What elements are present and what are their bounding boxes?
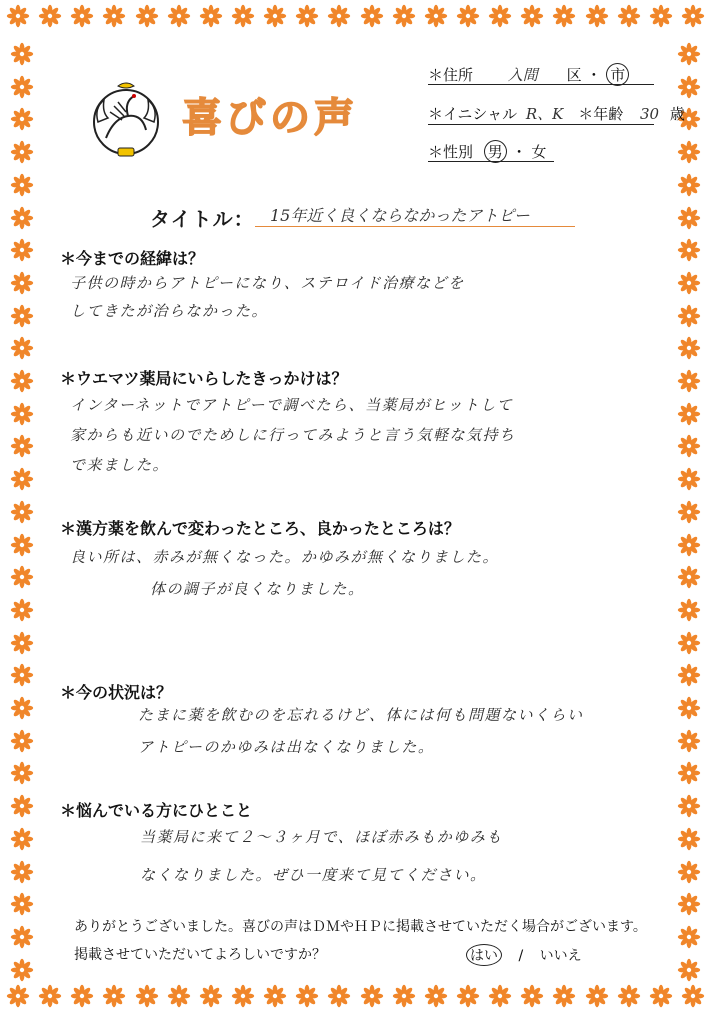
flower-icon [488,984,512,1008]
flower-icon [10,663,34,687]
flower-icon [677,565,701,589]
flower-icon [38,4,62,28]
flower-icon [677,75,701,99]
consent-yes[interactable]: はい [466,944,502,966]
flower-icon [10,565,34,589]
flower-icon [617,4,641,28]
flower-icon [263,984,287,1008]
flower-icon [102,984,126,1008]
flower-icon [360,984,384,1008]
flower-icon [677,958,701,982]
flower-icon [677,140,701,164]
age-label: ＊年齢 [578,105,624,123]
address-dot: ・ [586,66,602,84]
flower-icon [135,984,159,1008]
flower-icon [677,206,701,230]
flower-icon [456,984,480,1008]
question-reason: ＊ウエマツ薬局にいらしたきっかけは？ [60,369,348,388]
flower-icon [10,402,34,426]
flower-icon [424,984,448,1008]
flower-icon [295,984,319,1008]
flower-icon [10,696,34,720]
flower-icon [677,369,701,393]
flower-icon [70,984,94,1008]
flower-icon [10,107,34,131]
subject-underline [255,226,575,227]
flower-icon [10,598,34,622]
flower-icon [10,238,34,262]
gender-label: ＊性別 [428,143,474,161]
flower-icon [231,4,255,28]
flower-icon [6,4,30,28]
initial-age-row [428,103,685,124]
crane-emblem-icon [84,78,168,162]
flower-icon [10,304,34,328]
consent-options [466,944,582,966]
flower-icon [617,984,641,1008]
gender-female: 女 [531,143,547,161]
flower-icon [677,631,701,655]
flower-icon [38,984,62,1008]
subject-label: タイトル： [150,207,255,231]
flower-icon [102,4,126,28]
flower-icon [677,304,701,328]
flower-icon [10,925,34,949]
flower-icon [677,925,701,949]
answer-effect-line-1: 良い所は、赤みが無くなった。かゆみが無くなりました。 [70,548,500,566]
consent-no[interactable]: いいえ [539,948,582,964]
flower-icon [10,761,34,785]
question-current: ＊今の状況は？ [60,683,173,702]
flower-icon [677,467,701,491]
flower-icon [10,75,34,99]
answer-message-line-2: なくなりました。ぜひ一度来て見てください。 [140,866,487,884]
address-label: ＊住所 [428,66,474,84]
consent-separator: / [518,948,524,964]
flower-icon [392,984,416,1008]
flower-icon [263,4,287,28]
flower-icon [649,4,673,28]
initial-value: R、K [525,105,564,123]
flower-icon [677,794,701,818]
footer-question: 掲載させていただいてよろしいですか？ [74,947,326,963]
answer-reason-line-1: インターネットでアトピーで調べたら、当薬局がヒットして [70,396,514,414]
gender-male: 男 [484,140,507,163]
flower-icon [10,729,34,753]
flower-icon [585,984,609,1008]
flower-icon [488,4,512,28]
address-city: 入間 [507,66,538,84]
flower-icon [681,4,705,28]
flower-icon [677,500,701,524]
border-left [4,36,40,988]
flower-icon [167,984,191,1008]
flower-icon [677,761,701,785]
gender-underline [428,161,554,162]
flower-icon [677,663,701,687]
question-effect: ＊漢方薬を飲んで変わったところ、良かったところは？ [60,519,460,538]
initial-label: ＊イニシャル [428,105,518,123]
flower-icon [10,892,34,916]
border-top [0,4,711,40]
flower-icon [327,4,351,28]
flower-icon [677,598,701,622]
flower-icon [552,4,576,28]
answer-message-line-1: 当薬局に来て２〜３ヶ月で、ほぼ赤みもかゆみも [140,828,503,846]
flower-icon [360,4,384,28]
flower-icon [10,336,34,360]
flower-icon [231,984,255,1008]
flower-icon [167,4,191,28]
flower-icon [135,4,159,28]
flower-icon [10,533,34,557]
footer-thanks: ありがとうございました。喜びの声はＤＭやＨＰに掲載させていただく場合がございます。 [74,919,647,935]
flower-icon [649,984,673,1008]
flower-icon [552,984,576,1008]
flower-icon [585,4,609,28]
page-title: 喜びの声 [182,95,358,141]
flower-icon [70,4,94,28]
flower-icon [10,206,34,230]
answer-current-line-1: たまに薬を飲むのを忘れるけど、体には何も問題ないくらい [138,706,584,724]
answer-history-line-2: してきたが治らなかった。 [70,302,269,320]
flower-icon [677,238,701,262]
flower-icon [10,271,34,295]
flower-icon [520,4,544,28]
flower-icon [520,984,544,1008]
flower-icon [677,827,701,851]
flower-icon [10,369,34,393]
flower-icon [199,4,223,28]
question-message: ＊悩んでいる方にひとこと [60,801,253,820]
flower-icon [677,336,701,360]
answer-reason-line-2: 家からも近いのでためしに行ってみようと言う気軽な気持ち [70,426,516,444]
subject-value: 15年近く良くならなかったアトピー [270,206,530,225]
address-underline [428,84,654,85]
flower-icon [10,500,34,524]
flower-icon [677,173,701,197]
flower-icon [677,42,701,66]
flower-icon [327,984,351,1008]
flower-icon [677,729,701,753]
initial-age-underline [428,124,654,125]
flower-icon [456,4,480,28]
flower-icon [10,467,34,491]
flower-icon [677,696,701,720]
flower-icon [10,860,34,884]
answer-effect-line-2: 体の調子が良くなりました。 [150,580,365,598]
flower-icon [677,434,701,458]
flower-icon [10,42,34,66]
border-bottom [0,984,711,1020]
flower-icon [677,892,701,916]
flower-icon [677,402,701,426]
flower-icon [10,631,34,655]
flower-icon [199,984,223,1008]
flower-icon [10,958,34,982]
address-row [428,63,629,86]
address-city-suffix: 市 [606,63,629,86]
flower-icon [392,4,416,28]
flower-icon [424,4,448,28]
flower-icon [10,140,34,164]
age-value: 30 [639,105,660,123]
flower-icon [10,827,34,851]
flower-icon [10,173,34,197]
flower-icon [10,434,34,458]
gender-row [428,140,546,163]
flower-icon [10,794,34,818]
answer-history-line-1: 子供の時からアトピーになり、ステロイド治療などを [70,274,465,292]
answer-current-line-2: アトピーのかゆみは出なくなりました。 [138,738,435,756]
gender-dot: ・ [511,143,527,161]
age-unit: 歳 [669,105,685,123]
address-ward: 区 [566,66,582,84]
flower-icon [295,4,319,28]
flower-icon [677,533,701,557]
question-history: ＊今までの経緯は？ [60,249,205,268]
answer-reason-line-3: で来ました。 [70,456,170,474]
border-right [671,36,707,988]
flower-icon [677,860,701,884]
flower-icon [677,271,701,295]
